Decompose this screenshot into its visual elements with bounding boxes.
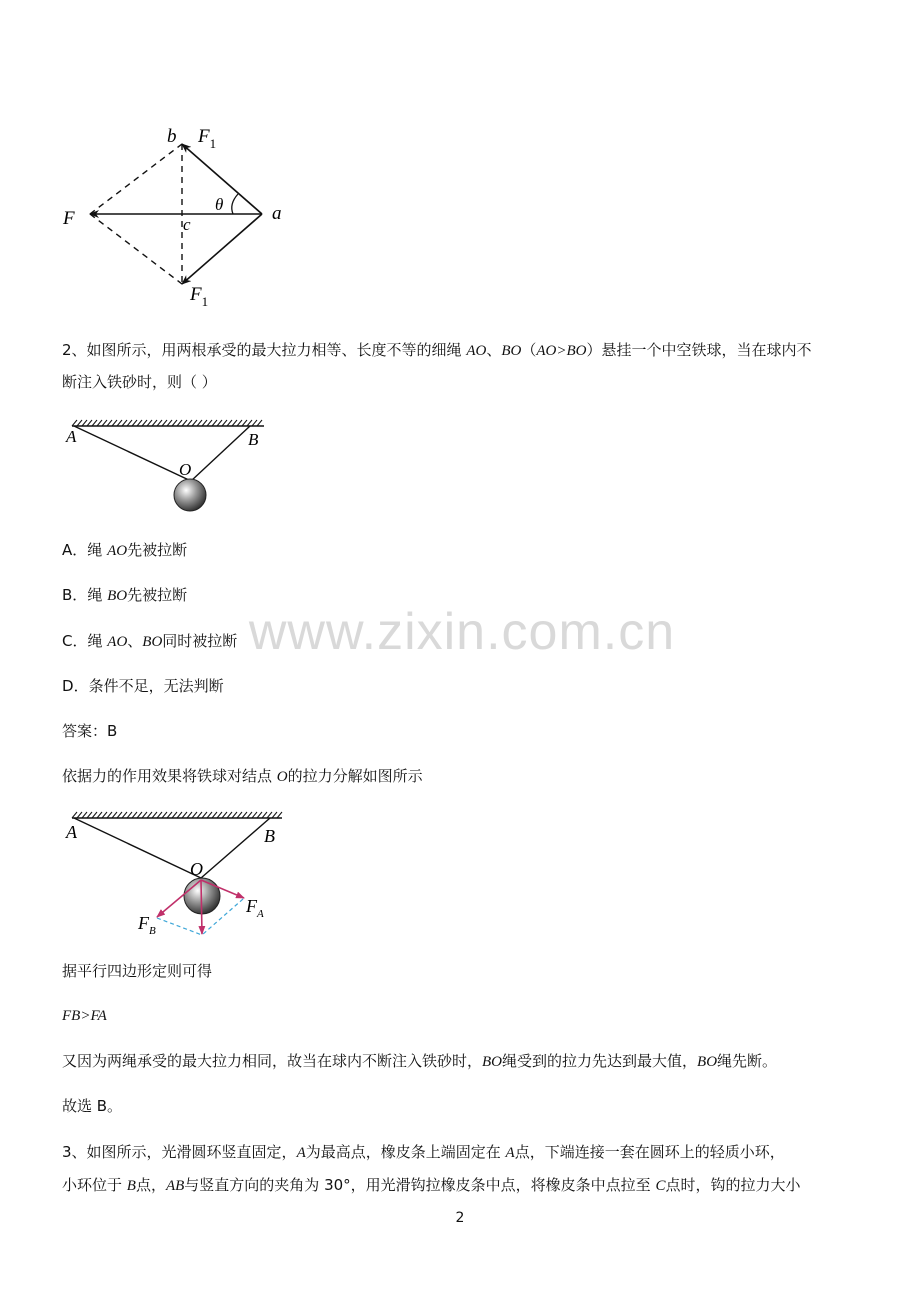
hatch-mark [157,812,162,818]
explain-text: 的拉力分解如图所示 [287,767,423,785]
hatch-mark [112,420,117,426]
page-number: 2 [455,1210,465,1226]
q2-text: 、如图所示，用两根承受的最大拉力相等、长度不等的细绳 [71,341,467,359]
option-var: BO [107,588,128,604]
label-f1-bottom: $F_1$ [190,284,209,309]
hatch-mark [142,420,147,426]
label-f1-top: $F_1$ [198,126,217,151]
hatch-mark [232,420,237,426]
explain-var: O [276,769,288,785]
q3-text: 点， [135,1176,166,1194]
hatch-mark [147,420,152,426]
hatch-mark [117,812,122,818]
option-text: 绳 [87,632,108,650]
label-b: B [248,430,259,449]
q3-var: C [655,1178,666,1194]
hatch-mark [162,420,167,426]
q3-text: 为最高点，橡皮条上端固定在 [305,1143,506,1161]
explain-text: 依据力的作用效果将铁球对结点 [62,767,277,785]
hatch-mark [152,812,157,818]
option-letter: A [62,541,73,559]
q2-var: AO>BO [536,343,587,359]
hatch-mark [72,812,77,818]
iron-ball [174,479,206,511]
hatch-mark [92,812,97,818]
option-letter: C [62,632,73,650]
label-a: A [66,427,77,446]
hatch-mark [187,420,192,426]
hatch-mark [197,812,202,818]
hatch-mark [212,812,217,818]
hatch-mark [192,420,197,426]
option-sep: ． [73,677,89,695]
hatch-mark [237,812,242,818]
hatch-mark [207,812,212,818]
hanging-ball-figure [60,412,275,522]
option-a [62,540,187,561]
hatch-mark [127,420,132,426]
hatch-mark [112,812,117,818]
rope-bo [201,818,270,878]
hatch-mark [252,812,257,818]
hatch-mark [172,420,177,426]
hatch-mark [252,420,257,426]
option-text: 、 [127,632,143,650]
option-text: 先被拉断 [127,586,188,604]
hatch-mark [122,812,127,818]
q3-text: 小环位于 [62,1176,127,1194]
hatch-mark [117,420,122,426]
explain-line-1 [62,766,423,787]
hatch-mark [257,420,262,426]
explain-text: 又因为两绳承受的最大拉力相同，故当在球内不断注入铁砂时， [62,1052,483,1070]
hatch-mark [232,812,237,818]
hatch-mark [122,420,127,426]
hatch-mark [92,420,97,426]
rope-ao [74,426,191,481]
option-text: 绳 [87,586,108,604]
hatch-mark [132,812,137,818]
hatch-mark [177,420,182,426]
option-text: 先被拉断 [127,541,188,559]
option-letter: B [62,586,73,604]
explain-var: BO [482,1054,503,1070]
hatch-mark [182,420,187,426]
hatch-mark [267,812,272,818]
hatch-mark [142,812,147,818]
label-theta: θ [215,195,224,214]
explain-line-2: 据平行四边形定则可得 [62,962,213,980]
hatch-mark [147,812,152,818]
q3-text: 与竖直方向的夹角为 [184,1176,325,1194]
hatch-mark [97,812,102,818]
label-o: O [190,859,203,879]
q2-line-2: 断注入铁砂时，则（ ） [62,373,217,391]
q3-var: AB [165,1178,185,1194]
explain-var: BO [697,1054,718,1070]
explain-text: 绳受到的拉力先达到最大值， [502,1052,698,1070]
q3-number: 3 [62,1143,72,1161]
q3-text: 点，下端连接一套在圆环上的轻质小环， [514,1143,785,1161]
option-var: AO [107,634,128,650]
hatch-mark [217,812,222,818]
label-c: c [183,215,191,234]
hatch-mark [247,812,252,818]
option-sep: ． [72,586,88,604]
hatch-mark [272,812,277,818]
hatch-mark [97,420,102,426]
option-d [62,676,224,696]
label-a: a [272,203,282,224]
hatch-mark [107,420,112,426]
label-fa: $F_A$ [246,896,264,920]
q3-text: 点时，钩的拉力大小 [665,1176,801,1194]
label-f: F [63,208,75,229]
q3-line-2 [62,1175,800,1196]
hatch-mark [132,420,137,426]
option-sep: ． [72,541,88,559]
ceiling-hatching [72,812,282,818]
q3-text: ，用光滑钩拉橡皮条中点，将橡皮条中点拉至 [350,1176,656,1194]
q2-text: ）悬挂一个中空铁球，当在球内不 [586,341,812,359]
hatch-mark [152,420,157,426]
hatch-mark [77,812,82,818]
hatch-mark [277,812,282,818]
q2-number: 2 [62,341,72,359]
answer-value: B [107,722,118,740]
hatch-mark [182,812,187,818]
q3-var: A [505,1145,515,1161]
q3-text: 30° [324,1176,351,1194]
hatch-mark [192,812,197,818]
hatch-mark [202,812,207,818]
inequality: FB>FA [62,1008,107,1024]
hatch-mark [242,812,247,818]
f1-lower-arrow [182,214,262,284]
dashed-lower-left [90,214,182,284]
label-o: O [179,460,192,479]
hatch-mark [72,420,77,426]
hatch-mark [227,420,232,426]
force-diagram-figure [55,120,305,320]
hatch-mark [167,812,172,818]
rope-bo [191,426,250,481]
q3-var: A [296,1145,306,1161]
hatch-mark [77,420,82,426]
hatch-mark [222,420,227,426]
option-text: 同时被拉断 [162,632,238,650]
conclusion: 故选 B。 [62,1097,123,1115]
q3-text: 、如图所示，光滑圆环竖直固定， [71,1143,297,1161]
label-a: A [66,822,77,842]
hatch-mark [242,420,247,426]
option-b [62,585,187,606]
watermark: www.zixin.com.cn [248,603,676,661]
hatch-mark [207,420,212,426]
hatch-mark [107,812,112,818]
theta-arc [232,194,238,214]
hatch-mark [257,812,262,818]
label-b: B [264,826,275,846]
rope-ao [74,818,201,878]
option-letter: D [62,677,74,695]
option-sep: ． [72,632,88,650]
q2-var: AO [466,343,487,359]
hatch-mark [157,420,162,426]
label-b: b [167,126,177,147]
explain-line-3 [62,1051,777,1072]
hatch-mark [217,420,222,426]
option-text: 绳 [87,541,108,559]
option-c [62,631,237,652]
dashed-parallelogram [157,918,202,935]
explain-text: 绳先断。 [717,1052,778,1070]
hatch-mark [162,812,167,818]
option-text: 条件不足，无法判断 [88,677,224,695]
q3-var: B [126,1178,136,1194]
force-g-arrow [201,880,202,934]
hatch-mark [82,812,87,818]
hatch-mark [102,420,107,426]
option-var: BO [142,634,163,650]
force-decomposition-figure [60,808,290,943]
hatch-mark [127,812,132,818]
hatch-mark [227,812,232,818]
hatch-mark [247,420,252,426]
hatch-mark [82,420,87,426]
hatch-mark [87,812,92,818]
hatch-mark [237,420,242,426]
hatch-mark [222,812,227,818]
hatch-mark [102,812,107,818]
hatch-mark [202,420,207,426]
answer-line [62,721,117,741]
q2-text: （ [521,341,537,359]
hatch-mark [262,812,267,818]
option-var: AO [107,543,128,559]
q2-text: 、 [486,341,502,359]
hatch-mark [197,420,202,426]
dashed-upper-left [90,144,182,214]
q3-line-1 [62,1142,785,1163]
q2-line-1 [62,340,812,361]
hatch-mark [212,420,217,426]
label-fb: $F_B$ [138,913,156,937]
ceiling-hatching [72,420,262,426]
hatch-mark [177,812,182,818]
hatch-mark [87,420,92,426]
hatch-mark [137,420,142,426]
q2-var: BO [501,343,522,359]
hatch-mark [167,420,172,426]
hatch-mark [187,812,192,818]
answer-label: 答案： [62,722,108,740]
hatch-mark [172,812,177,818]
hatch-mark [137,812,142,818]
